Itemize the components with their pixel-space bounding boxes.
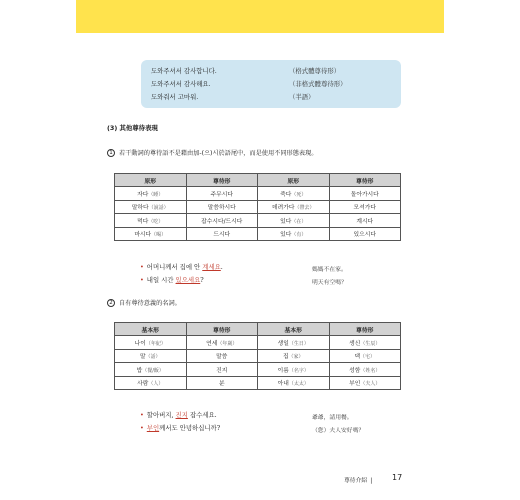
table-row [115, 200, 401, 214]
table-cell: 먹다（吃） [115, 214, 187, 228]
table-row [115, 336, 401, 350]
korean-sentence: 도와줘서 고마워. [151, 93, 199, 101]
table-cell: 생신（生辰） [329, 336, 401, 350]
column-header: 尊待形 [329, 174, 401, 187]
column-header: 尊待形 [186, 174, 258, 187]
item-1 [107, 148, 317, 157]
table-cell: 자다（睡） [115, 187, 187, 201]
table-cell: 이름（名字） [258, 363, 330, 377]
item-number-circle: 1 [107, 149, 115, 157]
example-translation: 媽媽不在家。 [312, 267, 347, 273]
table-cell: 부인（夫人） [329, 376, 401, 390]
example-translation: 明天有空嗎？ [312, 280, 347, 286]
example-sentence: • 부인께서도 안녕하십니까? [140, 424, 221, 432]
table-row [115, 363, 401, 377]
column-header: 基本形 [115, 323, 187, 336]
table-cell: 말씀하시다 [186, 200, 258, 214]
formality-note: （非格式體尊待形） [289, 80, 347, 88]
honorific-noun-table [114, 322, 401, 390]
column-header: 尊待形 [329, 323, 401, 336]
table-cell: 분 [186, 376, 258, 390]
honorific-highlight: 있으세요 [175, 276, 201, 284]
item-text: 若干動詞的尊待語不是藉由加-(으)시於語尾中，而是使用不同形態表現。 [119, 150, 318, 157]
item-2 [107, 298, 181, 307]
table-cell: 나이（年紀） [115, 336, 187, 350]
table-row [115, 187, 401, 201]
formality-example-box [141, 60, 401, 108]
column-header: 原形 [258, 174, 330, 187]
table-cell: 잡수시다/드시다 [186, 214, 258, 228]
table-cell: 죽다（死） [258, 187, 330, 201]
table-cell: 성함（姓名） [329, 363, 401, 377]
table-row [115, 376, 401, 390]
honorific-highlight: 진지 [175, 411, 188, 419]
footer-section-label: 尊待介紹 | [344, 478, 373, 484]
example-sentence: • 할아버지, 진지 잡수세요. [140, 411, 217, 419]
table-row [115, 227, 401, 241]
table-cell: 계시다 [329, 214, 401, 228]
table-cell: 있으시다 [329, 227, 401, 241]
honorific-highlight: 부인 [146, 424, 160, 432]
table-cell: 진지 [186, 363, 258, 377]
header-band [76, 0, 444, 33]
table-cell: 말씀 [186, 349, 258, 363]
example-translation: 爺爺，請用餐。 [312, 415, 353, 421]
table-cell: 모셔가다 [329, 200, 401, 214]
table-cell: 생일（生日） [258, 336, 330, 350]
column-header: 基本形 [258, 323, 330, 336]
table-cell: 댁（宅） [329, 349, 401, 363]
table-header-row [115, 323, 401, 336]
item-text: 自有尊待意義的名詞。 [119, 300, 181, 307]
table-row [115, 214, 401, 228]
example-sentence: • 내일 시간 있으세요? [140, 276, 204, 284]
table-cell: 연세（年歲） [186, 336, 258, 350]
table-cell: 밥（餐/飯） [115, 363, 187, 377]
formality-note: （格式體尊待形） [289, 67, 341, 75]
table-cell: 말（話） [115, 349, 187, 363]
table-cell: 드시다 [186, 227, 258, 241]
table-cell: 주무시다 [186, 187, 258, 201]
table-cell: 말하다（說話） [115, 200, 187, 214]
honorific-highlight: 계세요 [202, 263, 221, 271]
table-cell: 마시다（喝） [115, 227, 187, 241]
korean-sentence: 도와주셔서 감사합니다. [151, 67, 217, 75]
table-cell: 집（家） [258, 349, 330, 363]
table-cell: 돌아가시다 [329, 187, 401, 201]
table-row [115, 349, 401, 363]
table-cell: 있다（有） [258, 227, 330, 241]
table-header-row [115, 174, 401, 187]
item-number-circle: 2 [107, 299, 115, 307]
page-number: 17 [392, 473, 403, 482]
column-header: 原形 [115, 174, 187, 187]
table-cell: 있다（在） [258, 214, 330, 228]
column-header: 尊待形 [186, 323, 258, 336]
formality-note: （半語） [289, 93, 315, 101]
table-cell: 아내（太太） [258, 376, 330, 390]
table-cell: 사람（人） [115, 376, 187, 390]
korean-sentence: 도와주셔서 감사해요. [151, 80, 211, 88]
honorific-verb-table [114, 173, 401, 241]
example-sentence: • 어머니께서 집에 안 계세요. [140, 263, 223, 271]
table-cell: 데려가다（帶去） [258, 200, 330, 214]
section-title: (3) 其他尊待表現 [107, 124, 158, 132]
example-translation: （您）夫人安好嗎？ [312, 428, 365, 434]
